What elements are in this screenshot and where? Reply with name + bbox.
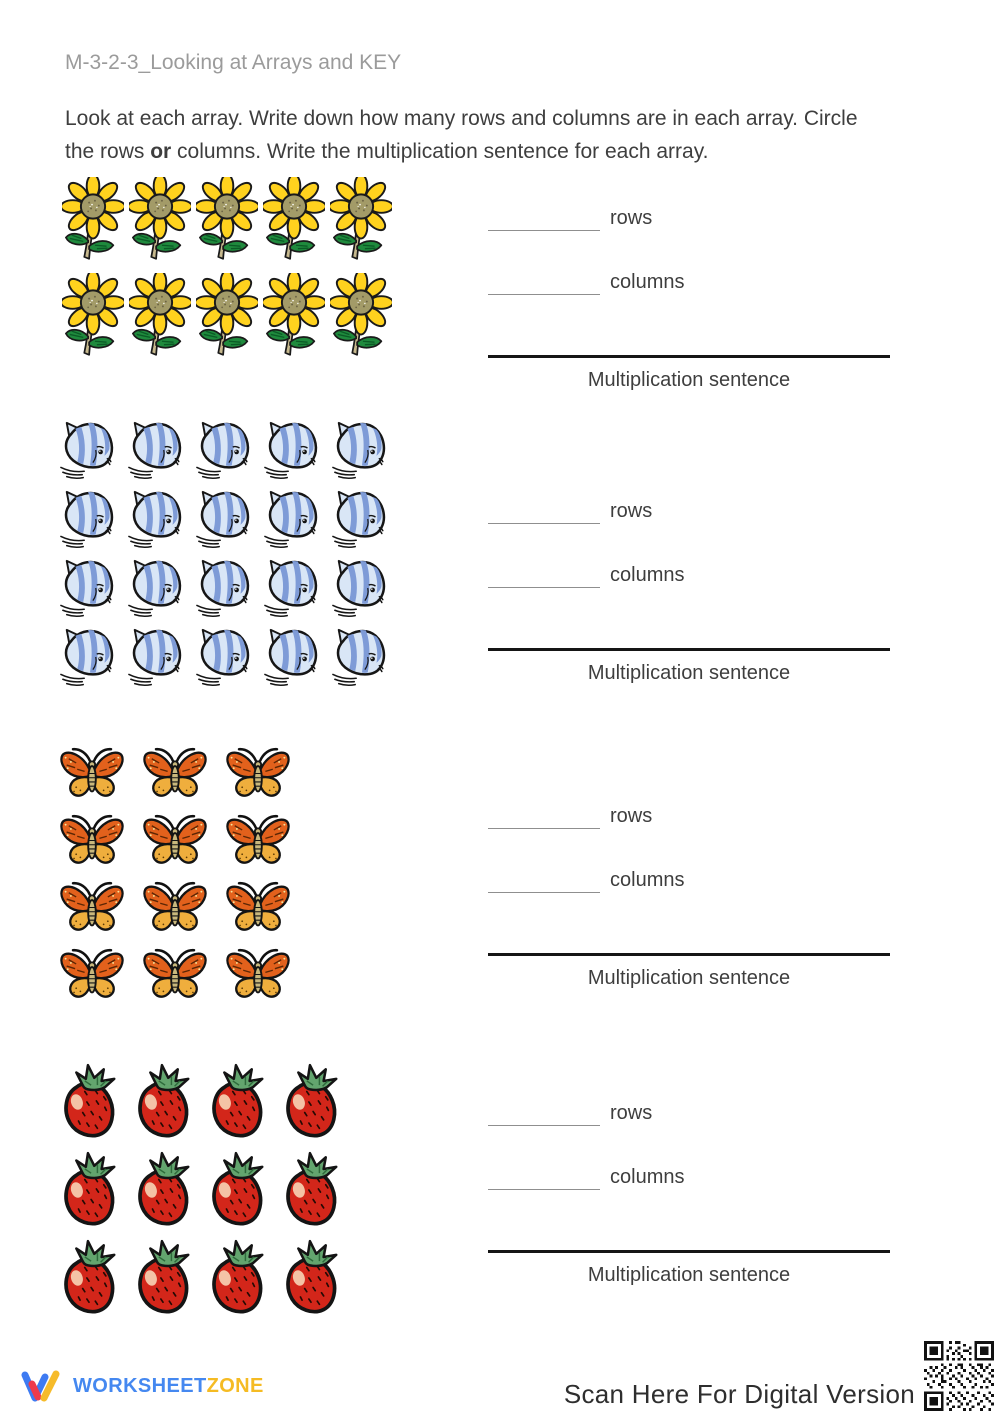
multiplication-sentence-line[interactable] [488,355,890,358]
strawberry-image [129,1150,197,1230]
brand-worksheet: WORKSHEET [73,1374,207,1397]
answer-block-1 [488,206,890,406]
sunflower-image [330,177,392,267]
fish-image [58,489,120,549]
columns-label: columns [610,564,685,586]
fish-image [126,489,188,549]
sunflower-image [196,177,258,267]
sunflower-image [263,177,325,267]
strawberry-image [55,1238,123,1318]
fish-image [330,558,392,618]
columns-label: columns [610,271,685,293]
fish-image [126,627,188,687]
instructions-line-2-suffix: columns. Write the multiplication sentence for each array. [171,140,709,163]
butterfly-image [55,946,129,1003]
fish-image [126,420,188,480]
scan-here-label: Scan Here For Digital Version [563,1379,915,1409]
worksheetzone-logo-icon [20,1367,64,1405]
strawberry-image [55,1062,123,1142]
butterfly-image [221,879,295,936]
sunflower-image [62,273,124,363]
rows-answer-blank[interactable] [488,501,600,524]
sunflower-image [330,273,392,363]
columns-answer-blank[interactable] [488,870,600,893]
butterfly-array [55,745,295,1003]
multiplication-sentence-label: Multiplication sentence [587,1264,791,1286]
fish-image [194,420,256,480]
fish-image [194,627,256,687]
answer-block-3 [488,804,890,1004]
fish-image [194,489,256,549]
multiplication-sentence-line[interactable] [488,953,890,956]
sunflower-image [129,273,191,363]
fish-array [58,420,392,687]
fish-image [58,558,120,618]
strawberry-image [203,1062,271,1142]
rows-answer-blank[interactable] [488,1103,600,1126]
butterfly-image [221,745,295,802]
rows-label: rows [610,805,653,827]
strawberry-array [55,1062,345,1318]
strawberry-image [277,1150,345,1230]
instructions [65,102,990,168]
worksheetzone-logo [20,1367,264,1405]
sunflower-image [62,177,124,267]
multiplication-sentence-label: Multiplication sentence [587,967,791,989]
columns-answer-blank[interactable] [488,1167,600,1190]
instructions-line-1: Look at each array. Write down how many rows and columns are in each array. Circle [65,107,858,130]
columns-label: columns [610,1166,685,1188]
answer-block-2 [488,499,890,699]
multiplication-sentence-line[interactable] [488,648,890,651]
strawberry-image [277,1238,345,1318]
strawberry-image [55,1150,123,1230]
butterfly-image [55,879,129,936]
columns-answer-blank[interactable] [488,272,600,295]
rows-label: rows [610,1102,653,1124]
sunflower-array [62,177,392,363]
rows-label: rows [610,500,653,522]
sunflower-image [263,273,325,363]
fish-image [194,558,256,618]
fish-image [262,420,324,480]
columns-answer-blank[interactable] [488,565,600,588]
multiplication-sentence-label: Multiplication sentence [587,662,791,684]
butterfly-image [221,946,295,1003]
rows-label: rows [610,207,653,229]
butterfly-image [55,745,129,802]
sunflower-image [196,273,258,363]
multiplication-sentence-label: Multiplication sentence [587,369,791,391]
strawberry-image [129,1238,197,1318]
sunflower-image [129,177,191,267]
butterfly-image [221,812,295,869]
strawberry-image [203,1238,271,1318]
fish-image [262,489,324,549]
butterfly-image [138,946,212,1003]
qr-code-icon [924,1341,994,1411]
fish-image [330,420,392,480]
instructions-bold-or: or [150,140,172,163]
fish-image [58,627,120,687]
butterfly-image [138,879,212,936]
fish-image [262,558,324,618]
page-title: M-3-2-3_Looking at Arrays and KEY [65,51,402,74]
fish-image [58,420,120,480]
fish-image [262,627,324,687]
fish-image [126,558,188,618]
fish-image [330,627,392,687]
multiplication-sentence-line[interactable] [488,1250,890,1253]
strawberry-image [129,1062,197,1142]
strawberry-image [277,1062,345,1142]
rows-answer-blank[interactable] [488,806,600,829]
columns-label: columns [610,869,685,891]
answer-block-4 [488,1101,890,1301]
butterfly-image [55,812,129,869]
rows-answer-blank[interactable] [488,208,600,231]
fish-image [330,489,392,549]
instructions-line-2-prefix: the rows [65,140,151,163]
instructions-line-2 [65,135,990,168]
butterfly-image [138,812,212,869]
brand-zone: ZONE [206,1374,264,1397]
brand-text [73,1375,264,1398]
strawberry-image [203,1150,271,1230]
butterfly-image [138,745,212,802]
